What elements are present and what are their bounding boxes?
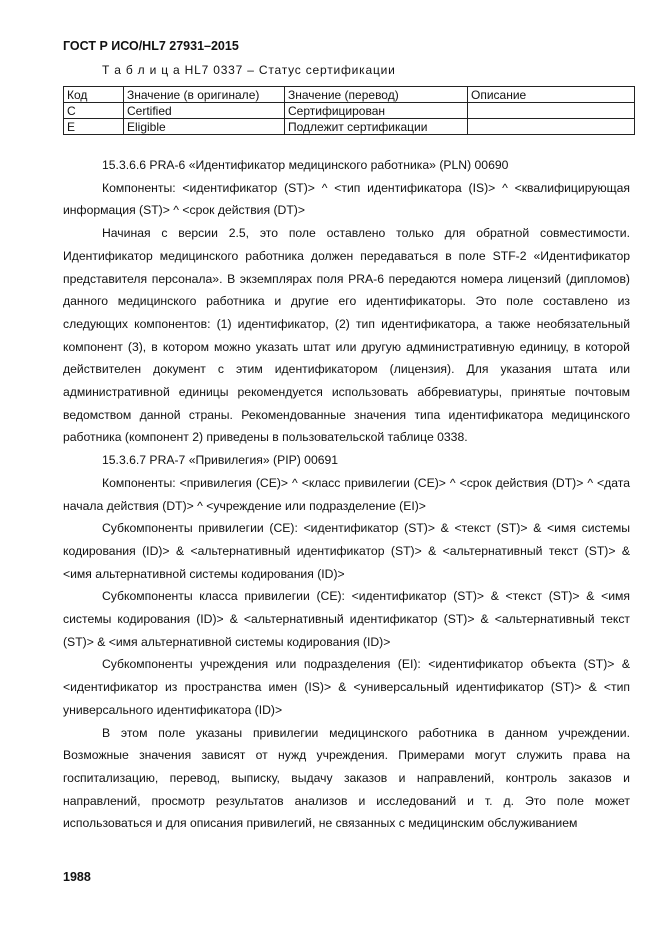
table-cell: Certified — [124, 103, 285, 119]
table-row — [64, 103, 635, 119]
body-text — [63, 154, 630, 835]
paragraph: Субкомпоненты класса привилегии (CE): <идентификатор (ST)> & <текст (ST)> & <имя системы кодирования (ID)> & <альтернативный идентификатор (ST)> & <альтернативный текст (ST)> & <имя альтернативной системы кодирования (ID)> — [63, 589, 630, 649]
column-header: Описание — [468, 87, 635, 103]
section-heading: 15.3.6.7 PRA-7 «Привилегия» (PIP) 00691 — [102, 453, 339, 468]
table-header-row — [64, 87, 635, 103]
paragraph: Субкомпоненты учреждения или подразделения (EI): <идентификатор объекта (ST)> & <идентификатор из пространства имен (IS)> & <универсальный идентификатор (ST)> & <тип универсального идентификатора (ID)> — [63, 657, 630, 717]
table-cell — [468, 103, 635, 119]
table-caption: Т а б л и ц а HL7 0337 – Статус сертификации — [102, 63, 396, 77]
paragraph: Начиная с версии 2.5, это поле оставлено только для обратной совместимости. Идентификатор медицинского работника должен передаваться в поле STF-2 «Идентификатор представителя персонала». В экземплярах поля PRA-6 передаются номера лицензий (дипломов) данного медицинского работника и другие его идентификаторы. Это поле составлено из следующих компонентов: (1) идентификатор, (2) тип идентификатора, а также необязательный компонент (3), в котором можно указать штат или другую административную единицу, в которой действителен документ с этим идентификатором (лицензия). Для указания штата или административной единицы рекомендуется использовать аббревиатуры, принятые почтовым ведомством данной страны. Рекомендованные значения типа идентификатора медицинского работника (компонент 2) приведены в пользовательской таблице 0338. — [63, 226, 630, 445]
table-cell: C — [64, 103, 124, 119]
section-heading: 15.3.6.6 PRA-6 «Идентификатор медицинского работника» (PLN) 00690 — [102, 158, 509, 172]
paragraph: Субкомпоненты привилегии (CE): <идентификатор (ST)> & <текст (ST)> & <имя системы кодирования (ID)> & <альтернативный идентификатор (ST)> & <альтернативный текст (ST)> & <имя альтернативной системы кодирования (ID)> — [63, 521, 630, 581]
column-header: Код — [64, 87, 124, 103]
document-header: ГОСТ Р ИСО/HL7 27931–2015 — [63, 39, 239, 53]
table-cell — [468, 119, 635, 135]
paragraph: В этом поле указаны привилегии медицинского работника в данном учреждении. Возможные значения зависят от нужд учреждения. Примерами могут служить права на госпитализацию, перевод, выписку, выдачу заказов и направлений, контроль заказов и направлений, просмотр результатов анализов и исследований и т. д. Это поле может использоваться и для описания привилегий, не связанных с медицинским обслуживанием — [63, 725, 630, 831]
table-cell: Eligible — [124, 119, 285, 135]
page-number: 1988 — [63, 870, 91, 884]
column-header: Значение (перевод) — [285, 87, 468, 103]
column-header: Значение (в оригинале) — [124, 87, 285, 103]
paragraph: Компоненты: <привилегия (CE)> ^ <класс привилегии (CE)> ^ <срок действия (DT)> ^ <дата начала действия (DT)> ^ <учреждение или подразделение (EI)> — [63, 475, 630, 513]
table-cell: Подлежит сертификации — [285, 119, 468, 135]
certification-status-table — [63, 86, 635, 135]
table-row — [64, 119, 635, 135]
table-cell: E — [64, 119, 124, 135]
paragraph: Компоненты: <идентификатор (ST)> ^ <тип идентификатора (IS)> ^ <квалифицирующая информация (ST)> ^ <срок действия (DT)> — [63, 180, 630, 218]
table-cell: Сертифицирован — [285, 103, 468, 119]
